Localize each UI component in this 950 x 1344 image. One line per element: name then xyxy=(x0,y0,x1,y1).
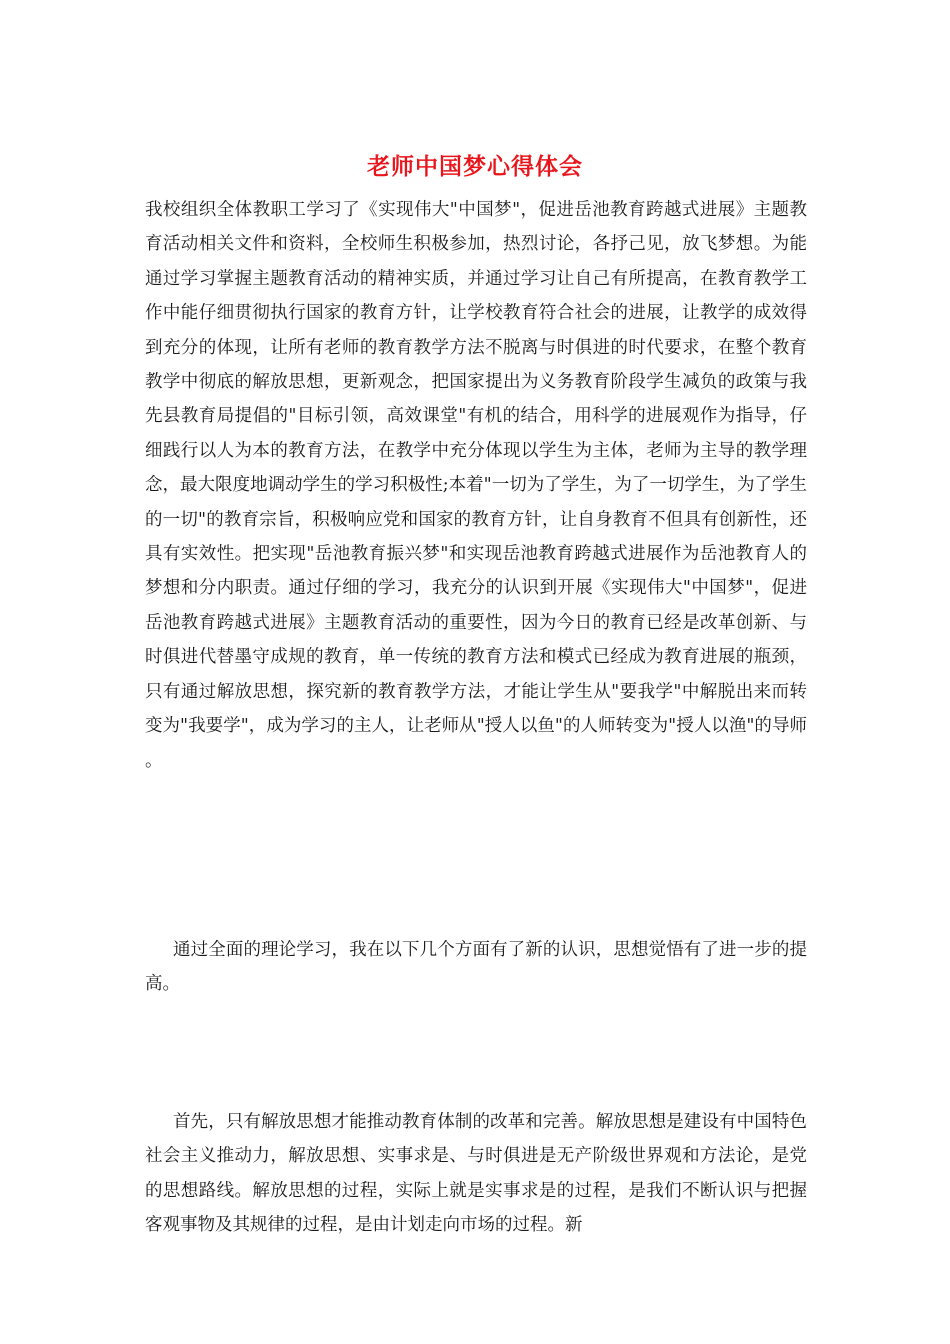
document-title: 老师中国梦心得体会 xyxy=(367,153,583,180)
body-paragraph-1: 我校组织全体教职工学习了《实现伟大"中国梦"，促进岳池教育跨越式进展》主题教育活动相关文件和资料，全校师生积极参加，热烈讨论，各抒己见，放飞梦想。为能通过学习掌握主题教育活动的精神实质，并通过学习让自己有所提高，在教育教学工作中能仔细贯彻执行国家的教育方针，让学校教育符合社会的进展，让教学的成效得到充分的体现，让所有老师的教育教学方法不脱离与时俱进的时代要求，在整个教育教学中彻底的解放思想，更新观念，把国家提出为义务教育阶段学生减负的政策与我先县教育局提倡的"目标引领，高效课堂"有机的结合，用科学的进展观作为指导，仔细践行以人为本的教育方法，在教学中充分体现以学生为主体，老师为主导的教学理念，最大限度地调动学生的学习积极性;本着"一切为了学生，为了一切学生，为了学生的一切"的教育宗旨，积极响应党和国家的教育方针，让自身教育不但具有创新性，还具有实效性。把实现"岳池教育振兴梦"和实现岳池教育跨越式进展作为岳池教育人的梦想和分内职责。通过仔细的学习，我充分的认识到开展《实现伟大"中国梦"，促进岳池教育跨越式进展》主题教育活动的重要性，因为今日的教育已经是改革创新、与时俱进代替墨守成规的教育，单一传统的教育方法和模式已经成为教育进展的瓶颈，只有通过解放思想，探究新的教育教学方法，才能让学生从"要我学"中解脱出来而转变为"我要学"，成为学习的主人，让老师从"授人以鱼"的人师转变为"授人以渔"的导师。 xyxy=(145,200,807,771)
body-paragraph-3: 首先，只有解放思想才能推动教育体制的改革和完善。解放思想是建设有中国特色社会主义推动力，解放思想、实事求是、与时俱进是无产阶级世界观和方法论，是党的思想路线。解放思想的过程，实际上就是实事求是的过程，是我们不断认识与把握客观事物及其规律的过程，是由计划走向市场的过程。新 xyxy=(145,1112,807,1236)
body-paragraph-2: 通过全面的理论学习，我在以下几个方面有了新的认识，思想觉悟有了进一步的提高。 xyxy=(145,940,807,995)
